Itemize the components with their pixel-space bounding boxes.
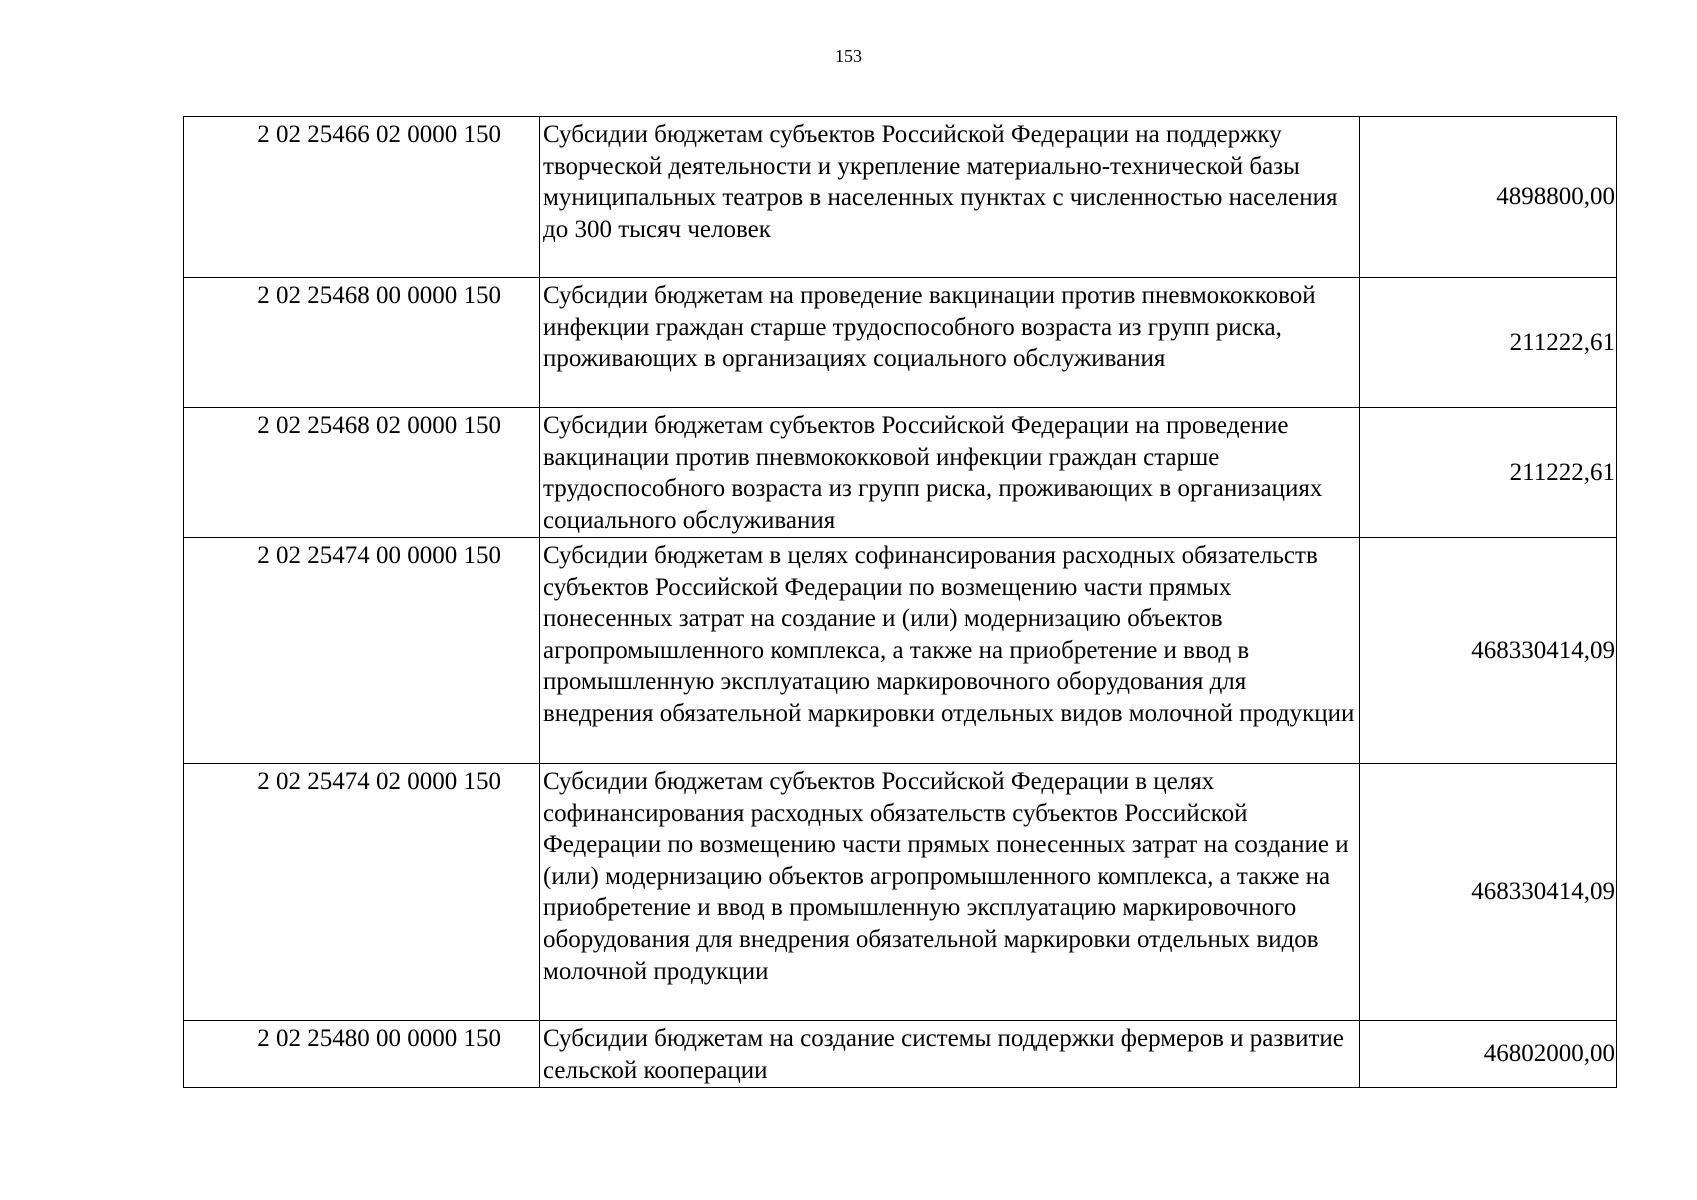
revenue-description: Субсидии бюджетам субъектов Российской Федерации на поддержку творческой деятельности и укрепление материально-технической базы муниципальных театров в населенных пунктах с численностью населения до 300 тысяч человек xyxy=(540,117,1360,278)
amount: 4898800,00 xyxy=(1360,117,1617,278)
table-row xyxy=(184,117,1617,278)
budget-classification-code: 2 02 25466 02 0000 150 xyxy=(184,117,540,278)
table-row xyxy=(184,538,1617,764)
revenue-description: Субсидии бюджетам субъектов Российской Федерации в целях софинансирования расходных обязательств субъектов Российской Федерации по возмещению части прямых понесенных затрат на создание и (или) модернизацию объектов агропромышленного комплекса, а также на приобретение и ввод в промышленную эксплуатацию маркировочного оборудования для внедрения обязательной маркировки отдельных видов молочной продукции xyxy=(540,764,1360,1021)
table-row xyxy=(184,1021,1617,1088)
budget-classification-code: 2 02 25480 00 0000 150 xyxy=(184,1021,540,1088)
table-row xyxy=(184,278,1617,408)
amount: 211222,61 xyxy=(1360,408,1617,538)
amount: 211222,61 xyxy=(1360,278,1617,408)
revenue-description: Субсидии бюджетам в целях софинансирования расходных обязательств субъектов Российской Федерации по возмещению части прямых понесенных затрат на создание и (или) модернизацию объектов агропромышленного комплекса, а также на приобретение и ввод в промышленную эксплуатацию маркировочного оборудования для внедрения обязательной маркировки отдельных видов молочной продукции xyxy=(540,538,1360,764)
budget-revenue-table xyxy=(183,116,1617,1088)
amount: 468330414,09 xyxy=(1360,538,1617,764)
amount: 468330414,09 xyxy=(1360,764,1617,1021)
revenue-description: Субсидии бюджетам на проведение вакцинации против пневмококковой инфекции граждан старше трудоспособного возраста из групп риска, проживающих в организациях социального обслуживания xyxy=(540,278,1360,408)
table-row xyxy=(184,408,1617,538)
budget-classification-code: 2 02 25468 00 0000 150 xyxy=(184,278,540,408)
budget-classification-code: 2 02 25474 00 0000 150 xyxy=(184,538,540,764)
table-row xyxy=(184,764,1617,1021)
page-number: 153 xyxy=(835,46,862,66)
revenue-description: Субсидии бюджетам субъектов Российской Федерации на проведение вакцинации против пневмококковой инфекции граждан старше трудоспособного возраста из групп риска, проживающих в организациях социального обслуживания xyxy=(540,408,1360,538)
revenue-description: Субсидии бюджетам на создание системы поддержки фермеров и развитие сельской кооперации xyxy=(540,1021,1360,1088)
budget-classification-code: 2 02 25468 02 0000 150 xyxy=(184,408,540,538)
amount: 46802000,00 xyxy=(1360,1021,1617,1088)
budget-classification-code: 2 02 25474 02 0000 150 xyxy=(184,764,540,1021)
